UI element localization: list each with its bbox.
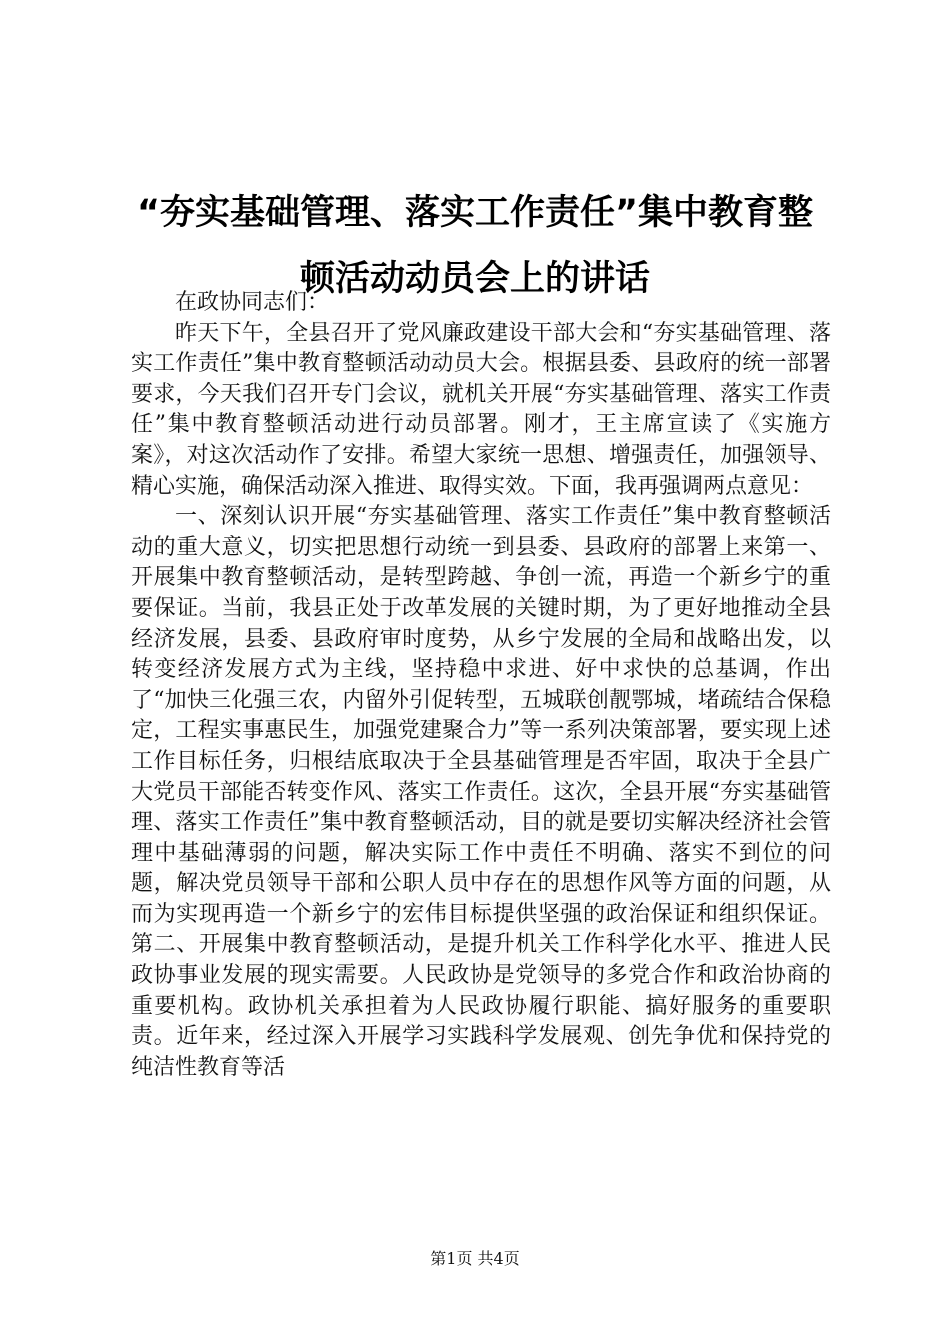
document-body (131, 288, 831, 1083)
greeting-line: 在政协同志们： (175, 290, 330, 315)
paragraph-intro: 昨天下午，全县召开了党风廉政建设干部大会和“夯实基础管理、落实工作责任”集中教育整顿活动动员大会。根据县委、县政府的统一部署要求，今天我们召开专门会议，就机关开展“夯实基础管理、落实工作责任”集中教育整顿活动进行动员部署。刚才，王主席宣读了《实施方案》，对这次活动作了安排。希望大家统一思想、增强责任，加强领导、精心实施，确保活动深入推进、取得实效。下面，我再强调两点意见： (131, 320, 831, 499)
title-line-1: “夯实基础管理、落实工作责任”集中教育整 (136, 193, 813, 233)
paragraph-section-one: 一、深刻认识开展“夯实基础管理、落实工作责任”集中教育整顿活动的重大意义，切实把思想行动统一到县委、县政府的部署上来第一、开展集中教育整顿活动，是转型跨越、争创一流，再造一个新乡宁的重要保证。当前，我县正处于改革发展的关键时期，为了更好地推动全县经济发展，县委、县政府审时度势，从乡宁发展的全局和战略出发，以转变经济发展方式为主线，坚持稳中求进、好中求快的总基调，作出了“加快三化强三农，内留外引促转型，五城联创靓鄂城，堵疏结合保稳定，工程实事惠民生，加强党建聚合力”等一系列决策部署，要实现上述工作目标任务，归根结底取决于全县基础管理是否牢固，取决于全县广大党员干部能否转变作风、落实工作责任。这次，全县开展“夯实基础管理、落实工作责任”集中教育整顿活动，目的就是要切实解决经济社会管理中基础薄弱的问题，解决实际工作中责任不明确、落实不到位的问题，解决党员领导干部和公职人员中存在的思想作风等方面的问题，从而为实现再造一个新乡宁的宏伟目标提供坚强的政治保证和组织保证。第二、开展集中教育整顿活动，是提升机关工作科学化水平、推进人民政协事业发展的现实需要。人民政协是党领导的多党合作和政治协商的重要机构。政协机关承担着为人民政协履行职能、搞好服务的重要职责。近年来，经过深入开展学习实践科学发展观、创先争优和保持党的纯洁性教育等活 (131, 504, 831, 1080)
page-number-footer: 第1页 共4页 (430, 1249, 520, 1268)
title-line-2: 顿活动动员会上的讲话 (299, 259, 650, 299)
